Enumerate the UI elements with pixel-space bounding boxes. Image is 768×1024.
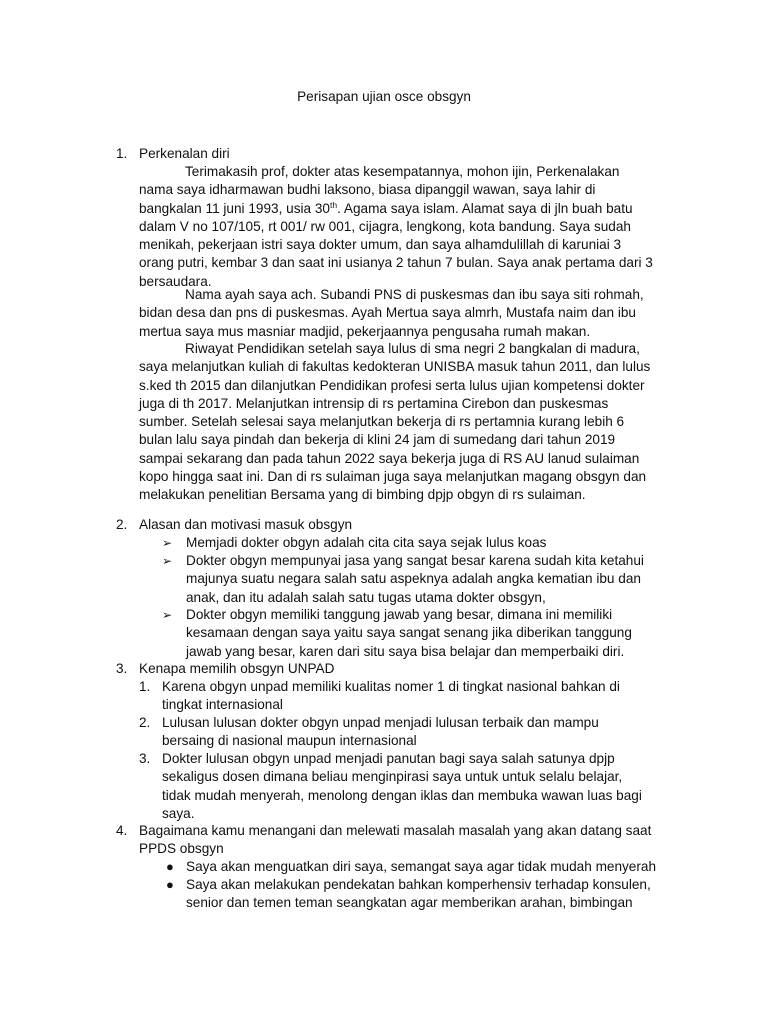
document-page: Perisapan ujian osce obsgyn 1. Perkenalan diri Terimakasih prof, dokter atas kesempatannya, mohon ijin, Perkenalakan nama saya idharmawan budhi laksono, biasa dipanggil wawan, saya lahir di bangkalan 11 juni 1993, usia 30th. Agama saya islam. Alamat saya di jln buah batu dalam V no 107/105, rt 001/ rw 001, cijagra, lengkong, kota bandung. Saya sudah menikah, pekerjaan istri saya dokter umum, dan saya alhamdulillah di karuniai 3 orang putri, kembar 3 dan saat ini usianya 2 tahun 7 bulan. Saya anak pertama dari 3 bersaudara. Nama ayah saya ach. Subandi PNS di puskesmas dan ibu saya siti rohmah, bidan desa dan pns di puskesmas. Ayah Mertua saya almrh, Mustafa naim dan ibu mertua saya mus masniar madjid, pekerjaannya pengusaha rumah makan. Riwayat Pendidikan setelah saya lulus di sma negri 2 bangkalan di madura, saya melanjutkan kuliah di fakultas kedokteran UNISBA masuk tahun 2011, dan lulus s.ked th 2015 dan dilanjutkan Pendidikan profesi serta lulus ujian kompetensi dokter juga di th 2017. Melanjutkan intrensip di rs pertamina Cirebon dan puskesmas sumber. Setelah selesai saya melanjutkan bekerja di rs pertamnia kurang lebih 6 bulan lalu saya pindah dan bekerja di klini 24 jam di sumedang dari tahun 2019 sampai sekarang dan pada tahun 2022 saya bekerja juga di RS AU lanud sulaiman kopo hingga saat ini. Dan di rs sulaiman juga saya melanjutkan magang obsgyn dan melakukan penelitian Bersama yang di bimbing dpjp obgyn di rs sulaiman. 2. Alasan dan motivasi masuk obsgyn ➢ Memjadi dokter obgyn adalah cita cita saya sejak lulus koas ➢ Dokter obgyn mempunyai jasa yang sangat besar karena sudah kita ketahui majunya suatu negara salah satu aspeknya adalah angka kematian ibu dan anak, dan itu adalah salah satu tugas utama dokter obsgyn, ➢ Dokter obgyn memiliki tanggung jawab yang besar, dimana ini memiliki kesamaan dengan saya yaitu saya sangat senang jika diberikan tanggung jawab yang besar, karen dari situ saya bisa belajar dan memperbaiki diri. 3. Kenapa memilih obsgyn UNPAD 1. Karena obgyn unpad memiliki kualitas nomer 1 di tingkat nasional bahkan di tingkat internasional 2. Lulusan lulusan dokter obgyn unpad menjadi lulusan terbaik dan mampu bersaing di nasional maupun internasional 3. Dokter lulusan obgyn unpad menjadi panutan bagi saya salah satunya dpjp sekaligus dosen dimana beliau menginpirasi saya untuk untuk selalu belajar, tidak mudah menyerah, menolong dengan iklas dan membuka wawan luas bagi saya. 4. Bagaimana kamu menangani dan melewati masalah masalah yang akan datang saat PPDS obsgyn ● Saya akan menguatkan diri saya, semangat saya agar tidak mudah menyerah ● Saya akan melakukan pendekatan bahkan komperhensiv terhadap konsulen, senior dan temen teman seangkatan agar memberikan arahan, bimbingan [0,0,768,1024]
dot-bullet-icon: ● [166,859,174,874]
section-number: 2. [116,517,128,532]
section-heading: Kenapa memilih obsgyn UNPAD [139,661,335,676]
intro-paragraph-3: Riwayat Pendidikan setelah saya lulus di sma negri 2 bangkalan di madura, saya melanjutkan kuliah di fakultas kedokteran UNISBA masuk tahun 2011, dan lulus s.ked th 2015 dan dilanjutkan Pendidikan profesi serta lulus ujian kompetensi dokter juga di th 2017. Melanjutkan intrensip di rs pertamina Cirebon dan puskesmas sumber. Setelah selesai saya melanjutkan bekerja di rs pertamnia kurang lebih 6 bulan lalu saya pindah dan bekerja di klini 24 jam di sumedang dari tahun 2019 sampai sekarang dan pada tahun 2022 saya bekerja juga di RS AU lanud sulaiman kopo hingga saat ini. Dan di rs sulaiman juga saya melanjutkan magang obsgyn dan melakukan penelitian Bersama yang di bimbing dpjp obgyn di rs sulaiman. [139,341,651,503]
arrow-bullet-icon: ➢ [162,554,173,568]
section-number: 3. [116,661,128,676]
section-number: 4. [116,823,128,838]
intro-paragraph-1: Terimakasih prof, dokter atas kesempatannya, mohon ijin, Perkenalakan nama saya idharmawan budhi laksono, biasa dipanggil wawan, saya lahir di bangkalan 11 juni 1993, usia 30th. Agama saya islam. Alamat saya di jln buah batu dalam V no 107/105, rt 001/ rw 001, cijagra, lengkong, kota bandung. Saya sudah menikah, pekerjaan istri saya dokter umum, dan saya alhamdulillah di karuniai 3 orang putri, kembar 3 dan saat ini usianya 2 tahun 7 bulan. Saya anak pertama dari 3 bersaudara. [139,164,653,289]
intro-paragraph-2: Nama ayah saya ach. Subandi PNS di puskesmas dan ibu saya siti rohmah, bidan desa dan pns di puskesmas. Ayah Mertua saya almrh, Mustafa naim dan ibu mertua saya mus masniar madjid, pekerjaannya pengusaha rumah makan. [139,287,644,339]
section-number: 1. [116,146,128,161]
dot-bullet-icon: ● [166,877,174,892]
section-heading: Alasan dan motivasi masuk obsgyn [139,517,353,532]
document-title: Perisapan ujian osce obsgyn [297,89,471,104]
section-heading: Bagaimana kamu menangani dan melewati masalah masalah yang akan datang saat PPDS obsgyn [139,823,652,857]
arrow-bullet-icon: ➢ [162,608,173,622]
arrow-bullet-icon: ➢ [162,536,173,550]
section-heading: Perkenalan diri [139,146,230,161]
